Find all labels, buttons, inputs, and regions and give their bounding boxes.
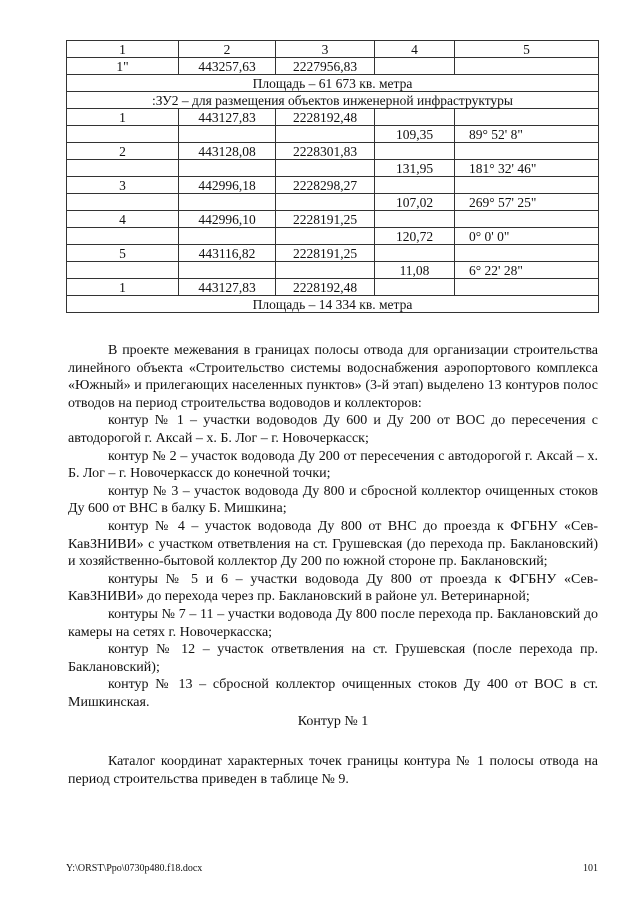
table-cell: 0° 0' 0" (455, 228, 599, 245)
list-item: контур № 13 – сбросной коллектор очищенных стоков Ду 400 от ВОС в ст. Мишкинская. (68, 677, 598, 710)
table-row (67, 126, 599, 143)
table-cell (276, 262, 375, 279)
table-cell (375, 58, 455, 75)
table-cell: 4 (67, 211, 179, 228)
table-row (67, 143, 599, 160)
intro-paragraph: В проекте межевания в границах полосы отвода для организации строительства линейного объекта «Строительство системы водоснабжения аэропортового комплекса «Южный» и прилегающих населенных пунктов» (3-й этап) выделено 13 контуров полос отводов на период строительства водоводов и коллекторов: (68, 343, 598, 411)
table-cell (455, 109, 599, 126)
table-summary-row (67, 92, 599, 109)
table-cell: 2 (67, 143, 179, 160)
table-row (67, 194, 599, 211)
table-cell (375, 211, 455, 228)
table-row (67, 262, 599, 279)
table-cell: 269° 57' 25" (455, 194, 599, 211)
table-cell (455, 245, 599, 262)
footer-file-path: Y:\ORST\Ppo\0730p480.f18.docx (66, 863, 203, 874)
table-cell (455, 279, 599, 296)
table-cell: 443127,83 (179, 279, 276, 296)
table-cell: 1 (67, 109, 179, 126)
header-cell: 3 (276, 41, 375, 58)
table-cell (276, 126, 375, 143)
closing-paragraph: Каталог координат характерных точек границы контура № 1 полосы отвода на период строительства приведен в таблице № 9. (68, 754, 598, 787)
body-text (68, 342, 598, 788)
table-cell (455, 143, 599, 160)
header-cell: 5 (455, 41, 599, 58)
table-cell: 442996,18 (179, 177, 276, 194)
table-cell: 181° 32' 46" (455, 160, 599, 177)
table-cell (67, 262, 179, 279)
table-header-row (67, 41, 599, 58)
table-cell: 2228191,25 (276, 211, 375, 228)
list-item: контур № 12 – участок ответвления на ст. Грушевская (после перехода пр. Баклановский); (68, 642, 598, 675)
header-cell: 4 (375, 41, 455, 58)
table-cell: 5 (67, 245, 179, 262)
table-summary-row (67, 296, 599, 313)
table-row (67, 279, 599, 296)
table-cell: 443257,63 (179, 58, 276, 75)
list-item: контур № 2 – участок водовода Ду 200 от пересечения с автодорогой г. Аксай – х. Б. Лог – г. Новочеркасск до конечной точки; (68, 448, 598, 482)
table-cell: 2227956,83 (276, 58, 375, 75)
table-cell: 3 (67, 177, 179, 194)
header-cell: 1 (67, 41, 179, 58)
table-cell (276, 194, 375, 211)
table-cell (375, 143, 455, 160)
section-heading: Контур № 1 (297, 714, 369, 730)
table-cell: 442996,10 (179, 211, 276, 228)
table-cell: 89° 52' 8" (455, 126, 599, 143)
table-cell (375, 109, 455, 126)
table-cell (179, 126, 276, 143)
table-cell: 11,08 (375, 262, 455, 279)
list-item: контур № 4 – участок водовода Ду 800 от ВНС до проезда к ФГБНУ «Сев-КавЗНИВИ» с участком ответвления на ст. Грушевская (до перехода пр. Баклановский) и хозяйственно-бытовой коллектор Ду 200 по южной стороне пр. Баклановский; (68, 518, 598, 570)
table-cell (67, 194, 179, 211)
table-cell: 443128,08 (179, 143, 276, 160)
table-row (67, 228, 599, 245)
table-cell: 2228191,25 (276, 245, 375, 262)
table-cell: 6° 22' 28" (455, 262, 599, 279)
table-row (67, 160, 599, 177)
coordinates-table (66, 40, 599, 313)
list-item: контур № 3 – участок водовода Ду 800 и сбросной коллектор очищенных стоков Ду 600 от ВНС в балку Б. Мишкина; (68, 483, 598, 517)
table-row (67, 245, 599, 262)
table-cell (375, 279, 455, 296)
table-row (67, 211, 599, 228)
table-cell (455, 58, 599, 75)
table-merged-cell: Площадь – 61 673 кв. метра (67, 75, 599, 92)
table-cell (179, 228, 276, 245)
table-cell: 2228301,83 (276, 143, 375, 160)
table-cell: 109,35 (375, 126, 455, 143)
table-cell (67, 126, 179, 143)
table-cell: 443116,82 (179, 245, 276, 262)
page-footer (66, 862, 598, 876)
table-cell (455, 177, 599, 194)
table-cell: 2228192,48 (276, 279, 375, 296)
table-cell: 120,72 (375, 228, 455, 245)
table-cell (67, 228, 179, 245)
table-cell: 107,02 (375, 194, 455, 211)
table-row (67, 58, 599, 75)
table-cell: 443127,83 (179, 109, 276, 126)
table-cell (179, 262, 276, 279)
table-cell: 2228298,27 (276, 177, 375, 194)
list-item: контуры № 7 – 11 – участки водовода Ду 800 после перехода пр. Баклановский до камеры на сетях г. Новочеркасска; (68, 606, 598, 640)
table-cell: 1 (67, 279, 179, 296)
table-cell (455, 211, 599, 228)
list-item: контур № 1 – участки водоводов Ду 600 и Ду 200 от ВОС до пересечения с автодорогой г. Аксай – х. Б. Лог – г. Новочеркасск; (68, 413, 598, 446)
table-cell (375, 245, 455, 262)
table-cell (276, 160, 375, 177)
table-cell (67, 160, 179, 177)
table-cell (179, 194, 276, 211)
table-cell (179, 160, 276, 177)
table-cell: 1" (67, 58, 179, 75)
header-cell: 2 (179, 41, 276, 58)
table-summary-row (67, 75, 599, 92)
table-merged-cell: Площадь – 14 334 кв. метра (67, 296, 599, 313)
table-cell: 131,95 (375, 160, 455, 177)
page-number: 101 (583, 863, 598, 874)
table-row (67, 177, 599, 194)
table-cell (375, 177, 455, 194)
list-item: контуры № 5 и 6 – участки водовода Ду 800 от проезда к ФГБНУ «Сев-КавЗНИВИ» до перехода через пр. Баклановский в районе ул. Ветеринарной; (68, 571, 598, 605)
table-row (67, 109, 599, 126)
table-cell (276, 228, 375, 245)
table-merged-cell: :ЗУ2 – для размещения объектов инженерной инфраструктуры (67, 92, 599, 109)
table-cell: 2228192,48 (276, 109, 375, 126)
